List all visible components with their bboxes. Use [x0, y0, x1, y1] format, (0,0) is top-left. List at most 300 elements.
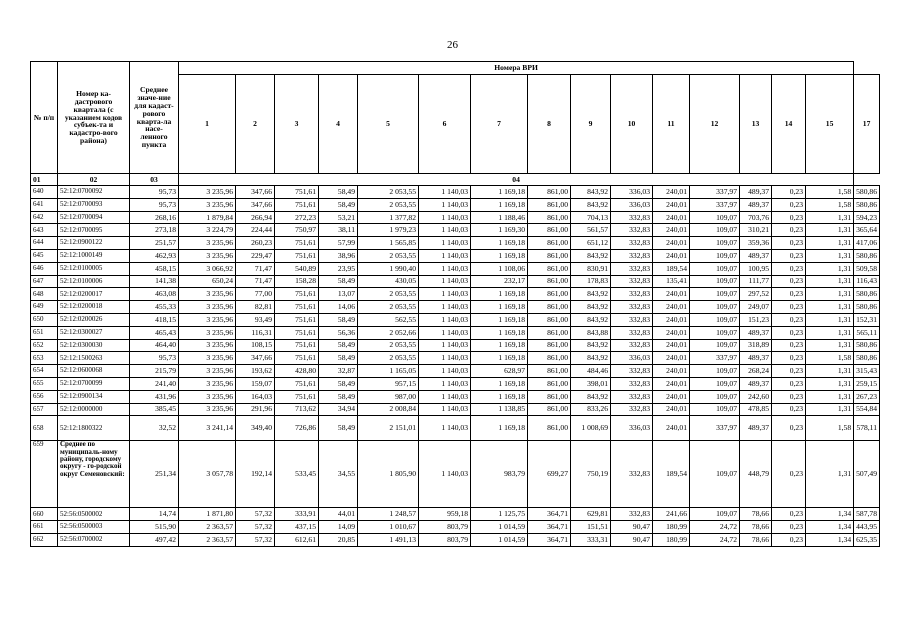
- vri-value-13: 249,07: [740, 301, 772, 314]
- table-row: [31, 377, 880, 390]
- vri-value-2: 229,47: [236, 249, 275, 262]
- kad-number: 52:12:0600068: [58, 365, 130, 378]
- table-row: [31, 339, 880, 352]
- vri-value-10: 332,83: [611, 390, 653, 403]
- vri-value-1: 3 235,96: [179, 249, 236, 262]
- vri-value-11: 240,01: [653, 186, 690, 199]
- vri-value-12: 109,07: [690, 377, 740, 390]
- vri-value-1: 2 363,57: [179, 521, 236, 534]
- vri-value-15: 1,31: [806, 339, 854, 352]
- vri-value-4: 20,85: [319, 533, 358, 546]
- vri-value-14: 0,23: [772, 352, 806, 365]
- vri-value-10: 332,83: [611, 326, 653, 339]
- average-value: 462,93: [130, 249, 179, 262]
- vri-value-17: 580,86: [854, 249, 880, 262]
- kad-number: 52:12:0700093: [58, 198, 130, 211]
- row-number: 659: [31, 441, 58, 508]
- vri-value-1: 3 235,96: [179, 377, 236, 390]
- vri-value-6: 803,79: [419, 521, 471, 534]
- average-value: 14,74: [130, 508, 179, 521]
- vri-value-4: 57,99: [319, 237, 358, 250]
- vri-value-4: 58,49: [319, 339, 358, 352]
- vri-value-6: 1 140,03: [419, 416, 471, 441]
- vri-value-6: 1 140,03: [419, 313, 471, 326]
- vri-value-3: 751,61: [275, 326, 319, 339]
- vri-value-14: 0,23: [772, 301, 806, 314]
- vri-value-2: 82,81: [236, 301, 275, 314]
- vri-value-9: 333,31: [571, 533, 611, 546]
- table-row: [31, 365, 880, 378]
- kad-number: 52:12:0100005: [58, 262, 130, 275]
- vri-value-14: 0,23: [772, 365, 806, 378]
- table-row: [31, 198, 880, 211]
- vri-value-12: 109,07: [690, 224, 740, 237]
- kad-number: 52:12:0100006: [58, 275, 130, 288]
- table-row: [31, 352, 880, 365]
- vri-value-17: 152,31: [854, 313, 880, 326]
- table-row: [31, 288, 880, 301]
- vri-value-7: 1 169,18: [471, 198, 528, 211]
- vri-value-11: 240,01: [653, 390, 690, 403]
- vri-value-6: 1 140,03: [419, 352, 471, 365]
- table-row: [31, 390, 880, 403]
- vri-value-17: 365,64: [854, 224, 880, 237]
- vri-value-4: 58,49: [319, 198, 358, 211]
- header-vri-8: 8: [528, 75, 571, 174]
- vri-value-17: 315,43: [854, 365, 880, 378]
- kad-number: 52:56:0500003: [58, 521, 130, 534]
- kad-number: 52:12:0700092: [58, 186, 130, 199]
- vri-value-17: 580,86: [854, 301, 880, 314]
- vri-value-8: 861,00: [528, 198, 571, 211]
- header-vri-3: 3: [275, 75, 319, 174]
- vri-value-7: 1 108,06: [471, 262, 528, 275]
- header-vri-1: 1: [179, 75, 236, 174]
- vri-value-4: 14,09: [319, 521, 358, 534]
- vri-value-9: 843,92: [571, 301, 611, 314]
- vri-value-12: 109,07: [690, 237, 740, 250]
- vri-value-13: 151,23: [740, 313, 772, 326]
- vri-value-11: 240,01: [653, 224, 690, 237]
- vri-value-5: 1 010,67: [358, 521, 419, 534]
- vri-value-3: 751,61: [275, 249, 319, 262]
- vri-value-15: 1,31: [806, 377, 854, 390]
- table-row: [31, 403, 880, 416]
- vri-value-4: 58,49: [319, 377, 358, 390]
- vri-value-12: 109,07: [690, 390, 740, 403]
- average-value: 458,15: [130, 262, 179, 275]
- vri-value-2: 77,00: [236, 288, 275, 301]
- table-row: [31, 186, 880, 199]
- vri-value-2: 347,66: [236, 186, 275, 199]
- vri-value-8: 861,00: [528, 365, 571, 378]
- vri-value-5: 562,55: [358, 313, 419, 326]
- vri-value-6: 1 140,03: [419, 441, 471, 508]
- page-number: 26: [447, 39, 458, 51]
- vri-value-14: 0,23: [772, 521, 806, 534]
- vri-value-17: 509,58: [854, 262, 880, 275]
- vri-value-11: 240,01: [653, 198, 690, 211]
- header-no: № п/п: [31, 62, 58, 174]
- vri-value-9: 843,92: [571, 352, 611, 365]
- vri-value-17: 580,86: [854, 339, 880, 352]
- vri-value-10: 332,83: [611, 224, 653, 237]
- vri-value-6: 1 140,03: [419, 211, 471, 224]
- vri-value-15: 1,31: [806, 211, 854, 224]
- row-number: 643: [31, 224, 58, 237]
- vri-value-8: 364,71: [528, 521, 571, 534]
- vri-value-15: 1,34: [806, 508, 854, 521]
- vri-value-6: 1 140,03: [419, 326, 471, 339]
- vri-value-4: 58,49: [319, 416, 358, 441]
- vri-value-6: 1 140,03: [419, 237, 471, 250]
- vri-value-13: 318,89: [740, 339, 772, 352]
- vri-value-13: 310,21: [740, 224, 772, 237]
- vri-value-2: 57,32: [236, 533, 275, 546]
- vri-value-14: 0,23: [772, 262, 806, 275]
- vri-value-3: 750,97: [275, 224, 319, 237]
- vri-value-1: 3 235,96: [179, 339, 236, 352]
- vri-value-12: 109,07: [690, 441, 740, 508]
- vri-value-3: 751,61: [275, 339, 319, 352]
- vri-value-2: 266,94: [236, 211, 275, 224]
- vri-value-13: 478,85: [740, 403, 772, 416]
- kad-number: 52:12:0900134: [58, 390, 130, 403]
- vri-value-11: 189,54: [653, 262, 690, 275]
- vri-value-7: 1 169,30: [471, 224, 528, 237]
- vri-value-10: 332,83: [611, 508, 653, 521]
- vri-value-11: 240,01: [653, 249, 690, 262]
- vri-value-15: 1,58: [806, 416, 854, 441]
- vri-value-12: 337,97: [690, 352, 740, 365]
- vri-value-4: 32,87: [319, 365, 358, 378]
- vri-value-8: 861,00: [528, 224, 571, 237]
- vri-value-12: 109,07: [690, 365, 740, 378]
- vri-value-13: 78,66: [740, 533, 772, 546]
- vri-value-10: 90,47: [611, 521, 653, 534]
- vri-value-5: 1 979,23: [358, 224, 419, 237]
- vri-value-10: 332,83: [611, 441, 653, 508]
- vri-value-5: 1 990,40: [358, 262, 419, 275]
- vri-value-1: 3 235,96: [179, 365, 236, 378]
- table-row: [31, 521, 880, 534]
- header-vri-2: 2: [236, 75, 275, 174]
- table-row: [31, 533, 880, 546]
- vri-value-4: 44,01: [319, 508, 358, 521]
- vri-value-1: 3 235,96: [179, 313, 236, 326]
- header-vri-7: 7: [471, 75, 528, 174]
- vri-value-9: 750,19: [571, 441, 611, 508]
- vri-value-5: 2 008,84: [358, 403, 419, 416]
- vri-value-12: 109,07: [690, 339, 740, 352]
- vri-value-6: 959,18: [419, 508, 471, 521]
- vri-value-9: 178,83: [571, 275, 611, 288]
- vri-value-14: 0,23: [772, 186, 806, 199]
- row-number: 655: [31, 377, 58, 390]
- vri-value-2: 347,66: [236, 352, 275, 365]
- vri-value-13: 111,77: [740, 275, 772, 288]
- kad-number: 52:56:0500002: [58, 508, 130, 521]
- average-value: 455,33: [130, 301, 179, 314]
- vri-value-10: 332,83: [611, 288, 653, 301]
- vri-value-17: 594,23: [854, 211, 880, 224]
- average-value: 515,90: [130, 521, 179, 534]
- vri-value-3: 751,61: [275, 288, 319, 301]
- vri-value-14: 0,23: [772, 211, 806, 224]
- vri-value-2: 159,07: [236, 377, 275, 390]
- table-row: [31, 313, 880, 326]
- vri-value-13: 489,37: [740, 352, 772, 365]
- vri-value-1: 3 235,96: [179, 186, 236, 199]
- vri-value-7: 1 014,59: [471, 521, 528, 534]
- vri-value-15: 1,34: [806, 521, 854, 534]
- vri-value-14: 0,23: [772, 403, 806, 416]
- header-vri-6: 6: [419, 75, 471, 174]
- vri-value-13: 489,37: [740, 377, 772, 390]
- vri-value-13: 489,37: [740, 326, 772, 339]
- vri-value-1: 3 235,96: [179, 390, 236, 403]
- vri-value-17: 625,35: [854, 533, 880, 546]
- header-average: Среднее значе-ние для кадаст-рового кварта-ла насе-ленного пункта: [130, 62, 179, 174]
- vri-value-15: 1,31: [806, 301, 854, 314]
- vri-value-13: 242,60: [740, 390, 772, 403]
- vri-value-13: 78,66: [740, 521, 772, 534]
- average-value: 241,40: [130, 377, 179, 390]
- vri-value-7: 1 169,18: [471, 377, 528, 390]
- vri-value-4: 58,49: [319, 275, 358, 288]
- row-number: 646: [31, 262, 58, 275]
- header-vri-5: 5: [358, 75, 419, 174]
- vri-value-2: 93,49: [236, 313, 275, 326]
- vri-value-9: 843,92: [571, 288, 611, 301]
- vri-value-13: 78,66: [740, 508, 772, 521]
- vri-value-6: 1 140,03: [419, 224, 471, 237]
- vri-value-12: 24,72: [690, 533, 740, 546]
- vri-value-6: 1 140,03: [419, 288, 471, 301]
- vri-value-15: 1,58: [806, 198, 854, 211]
- table-row: [31, 237, 880, 250]
- vri-value-2: 116,31: [236, 326, 275, 339]
- vri-value-1: 3 235,96: [179, 352, 236, 365]
- vri-value-13: 359,36: [740, 237, 772, 250]
- vri-value-3: 751,61: [275, 301, 319, 314]
- vri-value-3: 540,89: [275, 262, 319, 275]
- vri-value-11: 240,01: [653, 352, 690, 365]
- vri-value-6: 1 140,03: [419, 262, 471, 275]
- vri-value-7: 1 014,59: [471, 533, 528, 546]
- vri-value-8: 861,00: [528, 390, 571, 403]
- vri-value-9: 843,92: [571, 339, 611, 352]
- vri-value-5: 1 377,82: [358, 211, 419, 224]
- vri-value-5: 2 053,55: [358, 352, 419, 365]
- vri-value-7: 983,79: [471, 441, 528, 508]
- vri-value-8: 861,00: [528, 186, 571, 199]
- vri-value-4: 53,21: [319, 211, 358, 224]
- vri-value-2: 347,66: [236, 198, 275, 211]
- vri-value-14: 0,23: [772, 533, 806, 546]
- vri-value-8: 699,27: [528, 441, 571, 508]
- header-vri-15: 15: [806, 75, 854, 174]
- table-row: [31, 211, 880, 224]
- vri-value-10: 332,83: [611, 377, 653, 390]
- vri-value-7: 1 169,18: [471, 313, 528, 326]
- vri-value-13: 489,37: [740, 249, 772, 262]
- vri-value-1: 650,24: [179, 275, 236, 288]
- header-vri-9: 9: [571, 75, 611, 174]
- vri-value-9: 651,12: [571, 237, 611, 250]
- row-number: 649: [31, 301, 58, 314]
- vri-value-15: 1,31: [806, 288, 854, 301]
- vri-value-7: 232,17: [471, 275, 528, 288]
- average-value: 251,34: [130, 441, 179, 508]
- table-row: [31, 416, 880, 441]
- vri-value-11: 240,01: [653, 403, 690, 416]
- vri-value-9: 833,26: [571, 403, 611, 416]
- header-vri-12: 12: [690, 75, 740, 174]
- vri-value-5: 987,00: [358, 390, 419, 403]
- vri-value-1: 3 235,96: [179, 301, 236, 314]
- vri-value-3: 751,61: [275, 377, 319, 390]
- vri-value-11: 240,01: [653, 365, 690, 378]
- row-number: 641: [31, 198, 58, 211]
- vri-value-5: 2 053,55: [358, 249, 419, 262]
- vri-value-4: 14,06: [319, 301, 358, 314]
- vri-value-1: 3 235,96: [179, 326, 236, 339]
- vri-value-5: 1 491,13: [358, 533, 419, 546]
- vri-value-4: 34,94: [319, 403, 358, 416]
- kad-number: 52:12:1000149: [58, 249, 130, 262]
- vri-value-7: 1 138,85: [471, 403, 528, 416]
- vri-value-11: 240,01: [653, 377, 690, 390]
- table-row: [31, 326, 880, 339]
- vri-value-1: 3 235,96: [179, 198, 236, 211]
- vri-value-13: 489,37: [740, 416, 772, 441]
- vri-value-14: 0,23: [772, 224, 806, 237]
- vri-value-2: 291,96: [236, 403, 275, 416]
- vri-value-17: 580,86: [854, 288, 880, 301]
- vri-value-1: 2 363,57: [179, 533, 236, 546]
- vri-value-6: 1 140,03: [419, 390, 471, 403]
- vri-value-12: 109,07: [690, 403, 740, 416]
- vri-value-11: 240,01: [653, 211, 690, 224]
- vri-value-6: 1 140,03: [419, 198, 471, 211]
- code-01: 01: [31, 174, 58, 186]
- row-number: 660: [31, 508, 58, 521]
- average-value: 141,38: [130, 275, 179, 288]
- vri-value-8: 861,00: [528, 313, 571, 326]
- vri-value-12: 109,07: [690, 326, 740, 339]
- vri-value-5: 2 151,01: [358, 416, 419, 441]
- table-row: [31, 301, 880, 314]
- vri-value-11: 189,54: [653, 441, 690, 508]
- vri-value-13: 703,76: [740, 211, 772, 224]
- vri-value-3: 751,61: [275, 198, 319, 211]
- vri-value-10: 332,83: [611, 237, 653, 250]
- vri-value-8: 861,00: [528, 416, 571, 441]
- vri-value-4: 38,96: [319, 249, 358, 262]
- vri-value-7: 1 169,18: [471, 416, 528, 441]
- vri-value-3: 751,61: [275, 352, 319, 365]
- vri-value-11: 240,01: [653, 301, 690, 314]
- row-number: 651: [31, 326, 58, 339]
- vri-value-7: 1 169,18: [471, 288, 528, 301]
- vri-value-4: 58,49: [319, 390, 358, 403]
- vri-value-4: 34,55: [319, 441, 358, 508]
- average-value: 251,57: [130, 237, 179, 250]
- vri-value-3: 612,61: [275, 533, 319, 546]
- row-number: 658: [31, 416, 58, 441]
- vri-value-5: 2 053,55: [358, 198, 419, 211]
- vri-value-10: 336,03: [611, 352, 653, 365]
- vri-value-15: 1,31: [806, 365, 854, 378]
- vri-value-4: 58,49: [319, 313, 358, 326]
- vri-value-11: 241,66: [653, 508, 690, 521]
- vri-value-3: 437,15: [275, 521, 319, 534]
- kad-number: 52:12:0700095: [58, 224, 130, 237]
- vri-value-15: 1,58: [806, 186, 854, 199]
- vri-value-10: 332,83: [611, 211, 653, 224]
- vri-value-12: 109,07: [690, 211, 740, 224]
- vri-value-7: 1 125,75: [471, 508, 528, 521]
- vri-value-5: 1 248,57: [358, 508, 419, 521]
- vri-value-12: 109,07: [690, 313, 740, 326]
- kad-number: 52:12:0700099: [58, 377, 130, 390]
- vri-value-12: 24,72: [690, 521, 740, 534]
- vri-value-6: 1 140,03: [419, 365, 471, 378]
- vri-value-2: 57,32: [236, 521, 275, 534]
- vri-value-5: 1 565,85: [358, 237, 419, 250]
- kad-number: 52:12:0200018: [58, 301, 130, 314]
- vri-value-6: 1 140,03: [419, 301, 471, 314]
- vri-value-7: 1 188,46: [471, 211, 528, 224]
- row-number: 662: [31, 533, 58, 546]
- kad-number: 52:12:0000000: [58, 403, 130, 416]
- vri-value-11: 240,01: [653, 339, 690, 352]
- average-value: 431,96: [130, 390, 179, 403]
- vri-value-17: 578,11: [854, 416, 880, 441]
- vri-value-9: 1 008,69: [571, 416, 611, 441]
- vri-value-12: 109,07: [690, 508, 740, 521]
- vri-value-1: 1 879,84: [179, 211, 236, 224]
- vri-value-2: 193,62: [236, 365, 275, 378]
- vri-value-15: 1,31: [806, 313, 854, 326]
- vri-value-1: 3 057,78: [179, 441, 236, 508]
- vri-value-15: 1,31: [806, 275, 854, 288]
- kad-number: 52:12:0200026: [58, 313, 130, 326]
- vri-value-8: 861,00: [528, 377, 571, 390]
- vri-value-9: 629,81: [571, 508, 611, 521]
- vri-value-8: 861,00: [528, 301, 571, 314]
- vri-value-11: 180,99: [653, 521, 690, 534]
- vri-value-9: 843,92: [571, 249, 611, 262]
- vri-value-7: 1 169,18: [471, 301, 528, 314]
- vri-value-5: 957,15: [358, 377, 419, 390]
- vri-value-15: 1,31: [806, 403, 854, 416]
- row-number: 640: [31, 186, 58, 199]
- row-number: 648: [31, 288, 58, 301]
- row-number: 652: [31, 339, 58, 352]
- kad-number: 52:12:0700094: [58, 211, 130, 224]
- vri-value-14: 0,23: [772, 275, 806, 288]
- vri-value-4: 38,11: [319, 224, 358, 237]
- vri-value-12: 337,97: [690, 416, 740, 441]
- vri-value-12: 109,07: [690, 301, 740, 314]
- header-vri-11: 11: [653, 75, 690, 174]
- row-number: 644: [31, 237, 58, 250]
- average-value: 465,43: [130, 326, 179, 339]
- vri-value-9: 843,92: [571, 186, 611, 199]
- vri-value-5: 2 052,66: [358, 326, 419, 339]
